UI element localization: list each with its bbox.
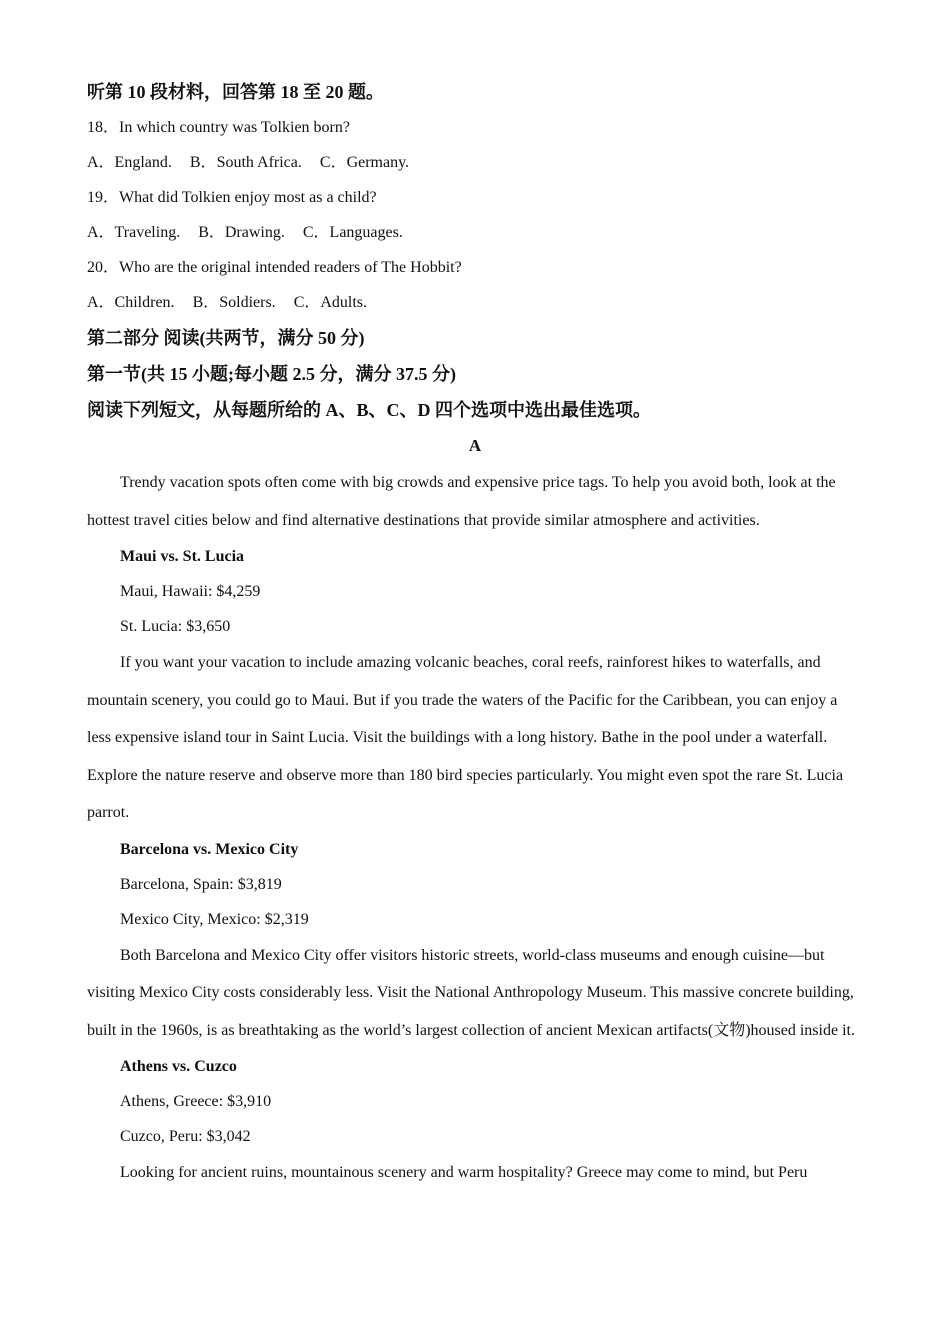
question-18-options: [87, 145, 863, 180]
section-body: Both Barcelona and Mexico City offer visitors historic streets, world-class museums and enough cuisine—but visiting Mexico City costs considerably less. Visit the National Anthropology Museum. This massive concrete building, built in the 1960s, is as breathtaking as the world’s largest collection of ancient Mexican artifacts(文物)housed inside it.: [87, 946, 855, 1039]
listening-instruction: 听第 10 段材料，回答第 18 至 20 题。: [87, 82, 384, 102]
option-b: B．South Africa.: [189, 154, 302, 171]
section-title: Athens vs. Cuzco: [120, 1058, 237, 1075]
passage-intro: Trendy vacation spots often come with big crowds and expensive price tags. To help you avoid both, look at the hottest travel cities below and find alternative destinations that provide similar atmosphere and activities.: [87, 474, 836, 529]
price-line: St. Lucia: $3,650: [120, 618, 231, 635]
option-b: B．Drawing.: [198, 224, 285, 241]
option-b: B．Soldiers.: [192, 294, 276, 311]
option-a: A．England.: [87, 154, 172, 171]
price-line: Maui, Hawaii: $4,259: [120, 583, 261, 600]
option-c: C．Languages.: [302, 224, 403, 241]
option-a: A．Traveling.: [87, 224, 181, 241]
price-line: Mexico City, Mexico: $2,319: [120, 910, 309, 928]
passage-label: A: [468, 436, 482, 455]
option-a: A．Children.: [87, 294, 175, 311]
section-title: Maui vs. St. Lucia: [120, 548, 245, 565]
question-19-stem: 19．What did Tolkien enjoy most as a child?: [87, 189, 377, 206]
section-body: Looking for ancient ruins, mountainous scenery and warm hospitality? Greece may come to mind, but Peru: [120, 1164, 808, 1181]
part2-title: 第二部分 阅读(共两节，满分 50 分): [87, 328, 365, 348]
section1-title: 第一节(共 15 小题;每小题 2.5 分，满分 37.5 分): [87, 364, 456, 384]
question-19-options: [87, 215, 863, 250]
question-20-stem: 20．Who are the original intended readers of The Hobbit?: [87, 259, 462, 276]
section-title: Barcelona vs. Mexico City: [120, 840, 299, 858]
question-20-options: [87, 285, 863, 320]
reading-instruction: 阅读下列短文，从每题所给的 A、B、C、D 四个选项中选出最佳选项。: [87, 400, 651, 420]
option-c: C．Adults.: [293, 294, 368, 311]
price-line: Barcelona, Spain: $3,819: [120, 875, 282, 893]
document-page: [87, 74, 863, 1192]
price-line: Cuzco, Peru: $3,042: [120, 1128, 251, 1145]
option-c: C．Germany.: [319, 154, 410, 171]
price-line: Athens, Greece: $3,910: [120, 1093, 272, 1110]
section-body: If you want your vacation to include amazing volcanic beaches, coral reefs, rainforest hikes to waterfalls, and mountain scenery, you could go to Maui. But if you trade the waters of the Pacific for the Caribbean, you can enjoy a less expensive island tour in Saint Lucia. Visit the buildings with a long history. Bathe in the pool under a waterfall. Explore the nature reserve and observe more than 180 bird species particularly. You might even spot the rare St. Lucia parrot.: [87, 654, 844, 821]
question-18-stem: 18．In which country was Tolkien born?: [87, 119, 350, 136]
